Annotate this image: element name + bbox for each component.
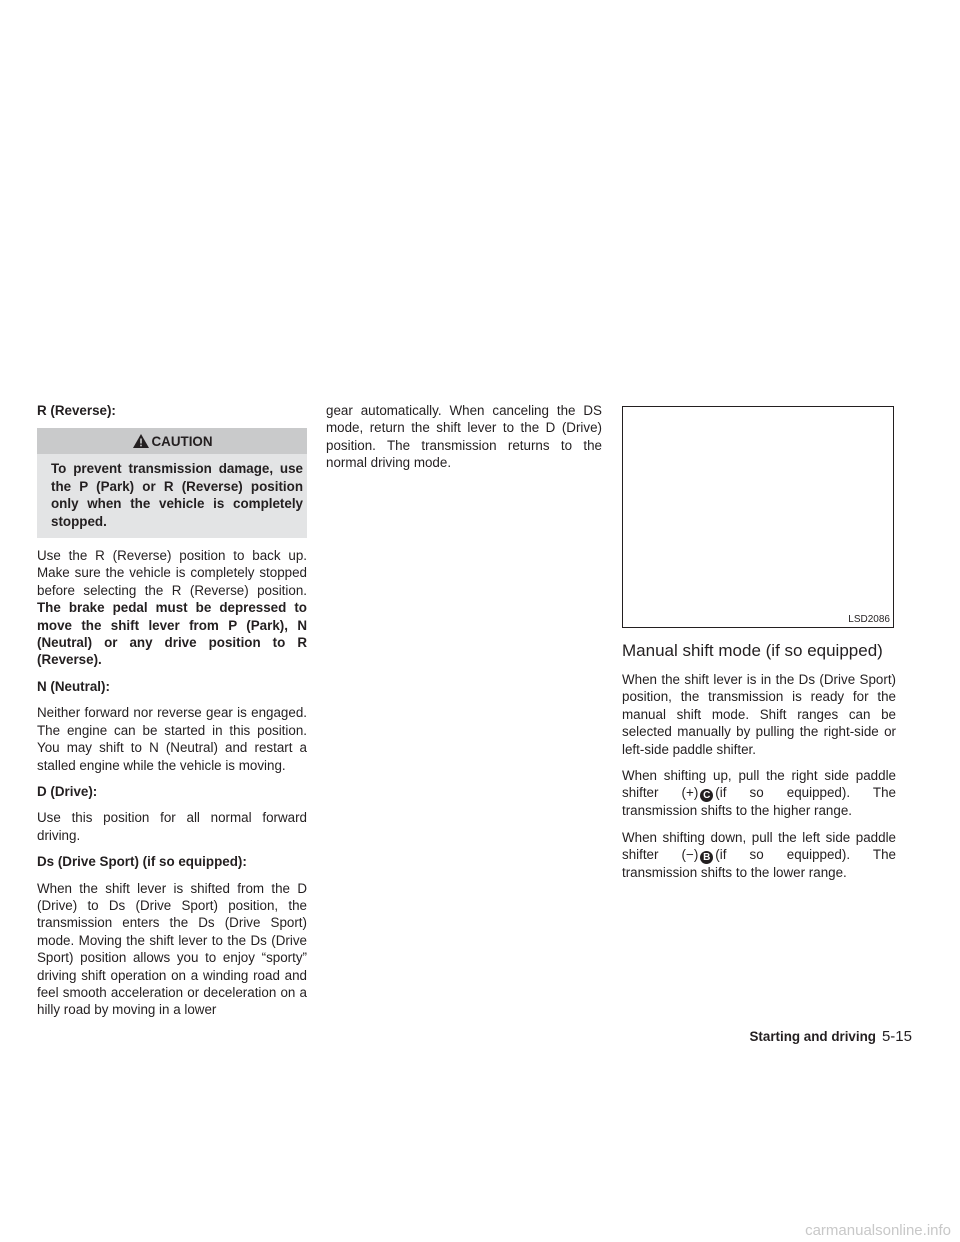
caution-box bbox=[37, 428, 307, 538]
caution-text: To prevent transmission damage, use the P (Park) or R (Reverse) position only when the vehicle is completely stopped. bbox=[51, 461, 303, 529]
callout-b-icon: B bbox=[700, 851, 713, 864]
caution-title: CAUTION bbox=[151, 433, 213, 449]
reverse-bold-text: The brake pedal must be depressed to move the shift lever from P (Park), N (Neutral) or any drive position to R (Reverse). bbox=[37, 600, 307, 668]
reverse-paragraph bbox=[37, 547, 307, 669]
section-title: Manual shift mode (if so equipped) bbox=[622, 641, 883, 660]
shift-up-paragraph bbox=[622, 767, 896, 820]
neutral-paragraph: Neither forward nor reverse gear is engaged. The engine can be started in this position. You may shift to N (Neutral) and restart a stalled engine while the vehicle is moving. bbox=[37, 705, 307, 773]
reverse-heading: R (Reverse): bbox=[37, 403, 116, 418]
left-column bbox=[37, 402, 307, 1028]
drive-paragraph: Use this position for all normal forward driving. bbox=[37, 810, 307, 843]
shift-down-paragraph bbox=[622, 829, 896, 882]
figure-frame bbox=[622, 406, 894, 628]
neutral-heading: N (Neutral): bbox=[37, 678, 110, 694]
right-column bbox=[622, 406, 896, 891]
reverse-text: Use the R (Reverse) position to back up. Make sure the vehicle is completely stopped before selecting the R (Reverse) position. bbox=[37, 548, 307, 598]
figure-label: LSD2086 bbox=[848, 614, 890, 625]
shift-up-text-end: (if so equipped). The transmission shifts to the higher range. bbox=[622, 785, 896, 819]
drive-sport-paragraph: When the shift lever is shifted from the D (Drive) to Ds (Drive Sport) position, the transmission enters the Ds (Drive Sport) mode. Moving the shift lever to the Ds (Drive Sport) position allows you to enjoy “sporty” driving shift operation on a winding road and feel smooth acceleration or deceleration on a hilly road by moving in a lower bbox=[37, 880, 307, 1018]
page-number: 5-15 bbox=[881, 1028, 912, 1045]
drive-sport-heading: Ds (Drive Sport) (if so equipped): bbox=[37, 854, 247, 870]
shift-down-text-end: (if so equipped). The transmission shifts to the lower range. bbox=[622, 847, 896, 881]
middle-column bbox=[326, 402, 602, 481]
caution-header bbox=[37, 428, 307, 454]
drive-heading: D (Drive): bbox=[37, 783, 98, 799]
shift-down-text-start: When shifting down, pull the left side paddle shifter (−) bbox=[622, 829, 896, 863]
manual-shift-paragraph: When the shift lever is in the Ds (Drive Sport) position, the transmission is ready for the manual shift mode. Shift ranges can be selected manually by pulling the right-side or left-side paddle shifter. bbox=[622, 672, 896, 757]
footer-section-title: Starting and driving bbox=[749, 1029, 876, 1044]
shift-up-text-start: When shifting up, pull the right side paddle shifter (+) bbox=[622, 768, 896, 801]
callout-c-icon: C bbox=[700, 789, 713, 802]
watermark: carmanualsonline.info bbox=[805, 1222, 951, 1239]
page-footer bbox=[749, 1028, 912, 1046]
warning-triangle-icon bbox=[132, 433, 150, 449]
drive-sport-continued-paragraph: gear automatically. When canceling the DS mode, return the shift lever to the D (Drive) position. The transmission returns to the normal driving mode. bbox=[326, 403, 602, 471]
